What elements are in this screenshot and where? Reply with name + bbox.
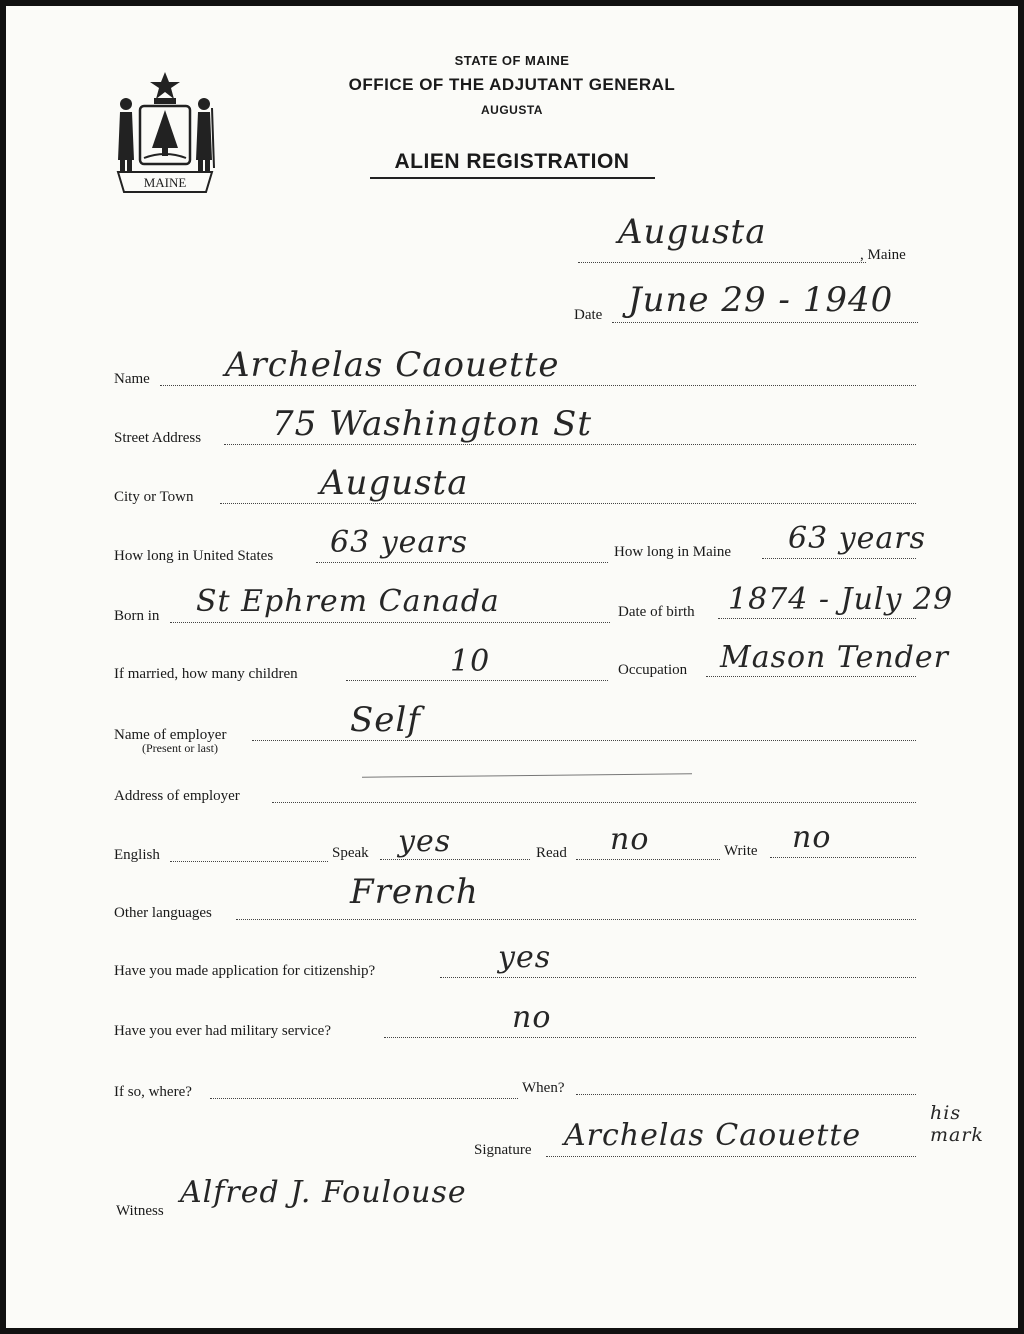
title-underline <box>370 177 655 179</box>
header-state: STATE OF MAINE <box>454 53 570 68</box>
employer-note: (Present or last) <box>142 741 218 755</box>
when-line <box>576 1094 916 1095</box>
witness-value: Alfred J. Foulouse <box>180 1175 467 1210</box>
city-label: City or Town <box>114 489 194 505</box>
how-long-us-label: How long in United States <box>114 548 274 564</box>
citizenship-line <box>440 977 916 978</box>
if-so-where-line <box>210 1098 518 1099</box>
how-long-maine-line <box>762 558 916 559</box>
occupation-label: Occupation <box>618 662 688 678</box>
name-label: Name <box>114 371 150 387</box>
employer-label: Name of employer <box>114 727 227 743</box>
date-of-birth-label: Date of birth <box>618 604 695 620</box>
how-long-maine-value: 63 years <box>788 521 927 556</box>
signature-label: Signature <box>474 1142 532 1158</box>
date-line <box>612 322 918 323</box>
write-label: Write <box>724 843 758 859</box>
signature-value: Archelas Caouette <box>564 1118 862 1153</box>
name-value: Archelas Caouette <box>225 345 560 385</box>
read-label: Read <box>536 845 567 861</box>
citizenship-value: yes <box>498 940 552 975</box>
english-line <box>170 861 328 862</box>
city-value: Augusta <box>320 463 469 503</box>
how-long-us-value: 63 years <box>330 525 469 560</box>
write-value: no <box>792 820 832 855</box>
write-line <box>770 857 916 858</box>
born-in-label: Born in <box>114 608 160 624</box>
speak-line <box>380 859 530 860</box>
occupation-value: Mason Tender <box>720 640 949 675</box>
employer-address-label: Address of employer <box>114 788 240 804</box>
citizenship-label: Have you made application for citizenship? <box>114 963 376 979</box>
svg-text:MAINE: MAINE <box>143 175 187 190</box>
scan-border-bottom <box>0 1328 1024 1334</box>
maine-label: , Maine <box>860 247 906 263</box>
employer-address-line <box>272 802 916 803</box>
place-value: Augusta <box>618 212 767 252</box>
military-label: Have you ever had military service? <box>114 1023 331 1039</box>
date-of-birth-value: 1874 - July 29 <box>728 582 954 617</box>
scan-border-top <box>0 0 1024 6</box>
date-value: June 29 - 1940 <box>628 280 894 320</box>
scan-border-right <box>1018 0 1024 1334</box>
city-line <box>220 503 916 504</box>
other-languages-value: French <box>350 872 479 912</box>
read-line <box>576 859 720 860</box>
english-label: English <box>114 847 160 863</box>
military-value: no <box>512 1000 552 1035</box>
street-line <box>224 444 916 445</box>
children-line <box>346 680 608 681</box>
when-label: When? <box>522 1080 565 1096</box>
employer-address-dash <box>362 773 692 777</box>
date-of-birth-line <box>718 618 916 619</box>
header-office: OFFICE OF THE ADJUTANT GENERAL <box>348 75 676 94</box>
children-label: If married, how many children <box>114 666 298 682</box>
occupation-line <box>706 676 916 677</box>
other-languages-line <box>236 919 916 920</box>
witness-label: Witness <box>116 1203 164 1219</box>
military-line <box>384 1037 916 1038</box>
street-value: 75 Washington St <box>272 404 593 444</box>
header-city: AUGUSTA <box>481 103 543 117</box>
how-long-maine-label: How long in Maine <box>614 544 732 560</box>
speak-value: yes <box>398 824 452 859</box>
how-long-us-line <box>316 562 608 563</box>
born-in-line <box>170 622 610 623</box>
date-label: Date <box>574 307 603 323</box>
scan-border-left <box>0 0 6 1334</box>
place-line <box>578 262 866 263</box>
children-value: 10 <box>450 644 491 679</box>
other-languages-label: Other languages <box>114 905 212 921</box>
employer-value: Self <box>350 700 421 740</box>
street-label: Street Address <box>114 430 202 446</box>
born-in-value: St Ephrem Canada <box>196 584 500 619</box>
read-value: no <box>610 822 650 857</box>
employer-line <box>252 740 916 741</box>
speak-label: Speak <box>332 845 369 861</box>
form-title: ALIEN REGISTRATION <box>394 150 630 173</box>
his-mark-note: his mark <box>930 1102 984 1146</box>
name-line <box>160 385 916 386</box>
signature-line <box>546 1156 916 1157</box>
if-so-where-label: If so, where? <box>114 1084 192 1100</box>
